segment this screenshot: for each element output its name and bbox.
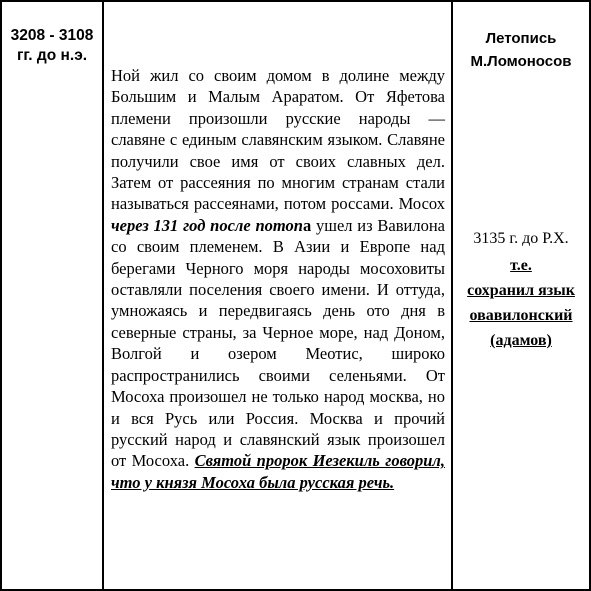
text-column bbox=[104, 2, 453, 589]
source-title-line1: Летопись bbox=[485, 30, 557, 47]
source-title bbox=[453, 27, 589, 73]
source-note-line: овавилонский bbox=[469, 307, 573, 324]
text-emphasis-bold-italic: через 131 год после потоп bbox=[111, 215, 303, 235]
date-range-era: гг. до н.э. bbox=[16, 47, 88, 64]
date-range-years: 3208 - 3108 bbox=[10, 27, 94, 44]
source-note-line: т.е. bbox=[510, 257, 532, 274]
main-paragraph bbox=[111, 65, 445, 493]
text-emphasis-bold: а bbox=[302, 215, 312, 235]
source-note-line: (адамов) bbox=[490, 332, 552, 349]
source-title-line2: М.Ломоносов bbox=[470, 53, 572, 70]
text-part-1: Ной жил со своим домом в долине между Большим и Малым Араратом. От Яфетова племени произошли русские народы — славяне с единым славянским языком. Славяне получили свое имя от своих славных дел. Затем от рассеяния по многим странам стали называться рассеянами, потом россами. Мосох bbox=[111, 66, 445, 214]
text-quote-underlined: Святой пророк Иезекиль говорил, что у князя Мосоха была русская речь. bbox=[111, 451, 445, 492]
date-column bbox=[2, 2, 104, 589]
text-part-2: ушел из Вавилона со своим племенем. В Азии и Европе над берегами Черного моря народы мосоховиты оставляли поселения своего имени. И оттуда, умножаясь и передвигаясь день ото дня в северные страны, за Черное море, над Доном, Волгой и озером Меотис, широко распространились своими селеньями. От Мосоха произошел не только народ москва, но и вся Русь или Россия. Москва и прочий русский народ и славянский язык произошел от Мосоха. bbox=[111, 215, 445, 471]
source-note bbox=[453, 253, 589, 353]
source-date: 3135 г. до Р.Х. bbox=[473, 230, 569, 247]
date-range bbox=[2, 26, 102, 66]
source-column bbox=[453, 2, 589, 589]
source-note-line: сохранил язык bbox=[467, 282, 575, 299]
